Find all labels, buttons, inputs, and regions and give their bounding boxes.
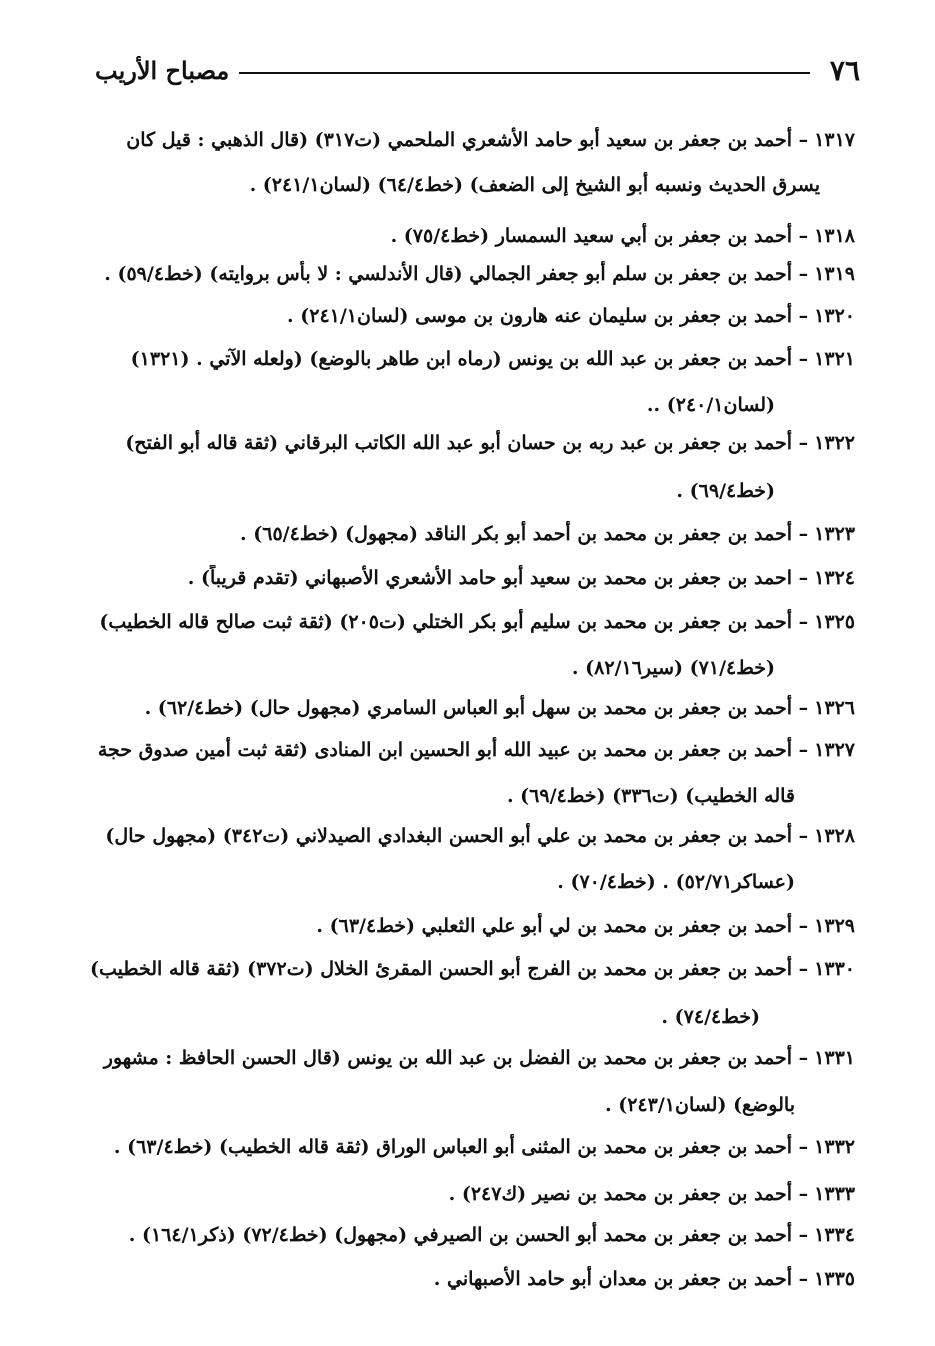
entry-continuation: قاله الخطيب) (ت٣٣٦) (خط٦٩/٤) .	[506, 785, 795, 807]
entry-text: أحمد بن جعفر بن عبد ربه بن حسان أبو عبد الله الكاتب البرقاني (ثقة قاله أبو الفتح)	[125, 432, 793, 454]
entry-number: ١٣٣٢	[814, 1136, 855, 1158]
entry-text: أحمد بن جعفر بن سعيد أبو حامد الأشعري الملحمي (ت٣١٧) (قال الذهبي : قيل كان	[126, 129, 793, 151]
entry-dash: –	[792, 432, 809, 454]
entry-line	[85, 521, 855, 547]
entry-dash: –	[792, 1183, 809, 1205]
entry-number: ١٣٢٧	[814, 739, 855, 761]
entry-dash: –	[792, 348, 809, 370]
entry-number: ١٣٢٥	[814, 611, 855, 633]
entry-text: أحمد بن جعفر بن محمد بن الفرج أبو الحسن المقرئ الخلال (ت٣٧٢) (ثقة قاله الخطيب)	[90, 958, 793, 980]
entry-dash: –	[792, 523, 809, 545]
entry-text: أحمد بن جعفر بن محمد بن أحمد أبو بكر الناقد (مجهول) (خط٦٥/٤) .	[240, 523, 793, 545]
entry-continuation: (خط٧١/٤) (سير٨٢/١٦) .	[571, 657, 775, 679]
entry-dash: –	[792, 825, 809, 847]
page-number: ٧٦	[829, 53, 860, 87]
entry-number: ١٣٢١	[814, 348, 855, 370]
entry-dash: –	[792, 1224, 809, 1246]
entry-number: ١٣١٨	[814, 225, 855, 247]
entry-dash: –	[792, 1047, 809, 1069]
page-header	[95, 50, 860, 90]
entry-number: ١٣٢٣	[814, 523, 855, 545]
entry-dash: –	[792, 611, 809, 633]
entry-line	[85, 956, 855, 982]
entry-line	[85, 1045, 855, 1071]
entry-text: أحمد بن جعفر بن سليمان عنه هارون بن موسى (لسان٢٤١/١) .	[287, 305, 793, 327]
entry-line	[85, 913, 855, 939]
entry-text: أحمد بن جعفر بن محمد بن سهل أبو العباس السامري (مجهول حال) (خط٦٢/٤) .	[144, 697, 793, 719]
entry-dash: –	[792, 263, 809, 285]
entry-text: أحمد بن جعفر بن معدان أبو حامد الأصبهاني .	[433, 1268, 793, 1290]
entry-dash: –	[792, 129, 809, 151]
entry-line	[85, 1266, 855, 1292]
entry-text: أحمد بن جعفر بن محمد بن لي أبو علي الثعلبي (خط٦٣/٤) .	[316, 915, 793, 937]
entry-line	[85, 1134, 855, 1160]
entry-number: ١٣٢٤	[814, 567, 855, 589]
entry-number: ١٣١٧	[814, 129, 855, 151]
entry-line	[85, 565, 855, 591]
entry-number: ١٣٢٦	[814, 697, 855, 719]
entry-text: أحمد بن جعفر بن أبي سعيد السمسار (خط٧٥/٤) .	[390, 225, 793, 247]
entry-text: أحمد بن جعفر بن محمد بن علي أبو الحسن البغدادي الصيدلاني (ت٣٤٢) (مجهول حال)	[105, 825, 793, 847]
entry-line	[85, 609, 855, 635]
entry-line	[85, 1181, 855, 1207]
entry-continuation: بالوضع) (لسان٢٤٣/١) .	[604, 1094, 795, 1116]
entry-dash: –	[792, 697, 809, 719]
entry-line	[85, 261, 855, 287]
entry-number: ١٣٣٠	[814, 958, 855, 980]
entry-dash: –	[792, 915, 809, 937]
entry-number: ١٣٢٠	[814, 305, 855, 327]
entry-text: أحمد بن جعفر بن سلم أبو جعفر الجمالي (قال الأندلسي : لا بأس بروايته) (خط٥٩/٤) .	[104, 263, 793, 285]
entry-number: ١٣١٩	[814, 263, 855, 285]
entry-number: ١٣٢٢	[814, 432, 855, 454]
entry-continuation: (خط٦٩/٤) .	[676, 480, 775, 502]
header-rule	[239, 72, 810, 74]
book-title: مصباح الأريب	[95, 55, 230, 85]
entry-dash: –	[792, 1268, 809, 1290]
entry-line	[85, 695, 855, 721]
entry-line	[85, 303, 855, 329]
entry-dash: –	[792, 225, 809, 247]
entry-number: ١٣٢٩	[814, 915, 855, 937]
entry-text: أحمد بن جعفر بن عبد الله بن يونس (رماه ابن طاهر بالوضع) (ولعله الآتي . (١٣٢١)	[130, 348, 793, 370]
entry-line	[85, 823, 855, 849]
entry-continuation: (خط٧٤/٤) .	[661, 1006, 760, 1028]
entry-line	[85, 223, 855, 249]
entry-dash: –	[792, 1136, 809, 1158]
entry-text: أحمد بن جعفر بن محمد أبو الحسن بن الصيرفي (مجهول) (خط٧٢/٤) (ذكر١٦٤/١) .	[128, 1224, 793, 1246]
entry-line	[85, 1222, 855, 1248]
entry-continuation: (عساكر٥٢/٧١) . (خط٧٠/٤) .	[557, 871, 795, 893]
entry-number: ١٣٣٤	[814, 1224, 855, 1246]
entry-number: ١٣٣٣	[814, 1183, 855, 1205]
entry-text: أحمد بن جعفر بن محمد بن نصير (ك٢٤٧) .	[448, 1183, 793, 1205]
entry-text: أحمد بن جعفر بن محمد بن سليم أبو بكر الختلي (ت٢٠٥) (ثقة ثبت صالح قاله الخطيب)	[99, 611, 793, 633]
entry-line	[85, 737, 855, 763]
entry-line	[85, 346, 855, 372]
entry-continuation: يسرق الحديث ونسبه أبو الشيخ إلى الضعف) (خط٦٤/٤) (لسان٢٤١/١) .	[249, 174, 820, 196]
entry-text: أحمد بن جعفر بن محمد بن عبيد الله أبو الحسين ابن المنادى (ثقة ثبت أمين صدوق حجة	[97, 739, 793, 761]
entry-text: احمد بن جعفر بن محمد بن سعيد أبو حامد الأشعري الأصبهاني (تقدم قريباً) .	[187, 567, 793, 589]
entry-number: ١٣٣٥	[814, 1268, 855, 1290]
entry-text: أحمد بن جعفر بن محمد بن المثنى أبو العباس الوراق (ثقة قاله الخطيب) (خط٦٣/٤) .	[113, 1136, 793, 1158]
entry-number: ١٣٣١	[814, 1047, 855, 1069]
entry-text: أحمد بن جعفر بن محمد بن الفضل بن عبد الله بن يونس (قال الحسن الحافظ : مشهور	[103, 1047, 793, 1069]
entry-continuation: (لسان٢٤٠/١) ..	[646, 394, 775, 416]
entry-dash: –	[792, 958, 809, 980]
entry-dash: –	[792, 305, 809, 327]
entry-line	[85, 127, 855, 153]
entry-dash: –	[792, 739, 809, 761]
entry-dash: –	[792, 567, 809, 589]
entry-line	[85, 430, 855, 456]
entry-number: ١٣٢٨	[814, 825, 855, 847]
